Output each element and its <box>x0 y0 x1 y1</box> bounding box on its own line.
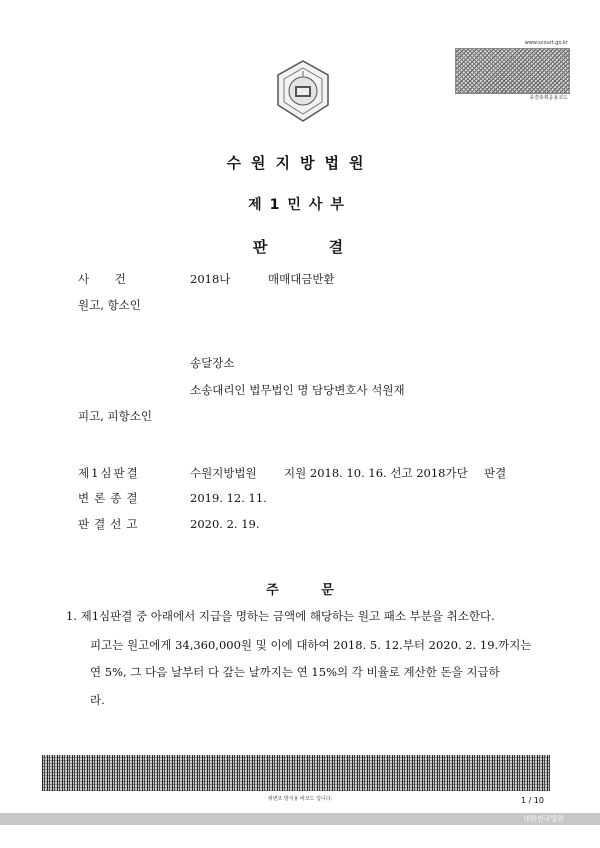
first-instance-court: 수원지방법원 <box>190 466 257 480</box>
order-item-1-line-1: 1. 제1심판결 중 아래에서 지급을 명하는 금액에 해당하는 원고 패소 부분을 취소한다. <box>66 609 495 623</box>
closing-date: 2019. 12. 11. <box>190 491 267 505</box>
defendant-label: 피고, 피항소인 <box>78 409 152 423</box>
footer-source: 대한민국법원 <box>523 815 564 823</box>
page-number: 1 / 10 <box>520 796 544 805</box>
first-instance-label: 제1심판결 <box>78 466 140 480</box>
document-type: 판 결 <box>252 238 348 256</box>
court-emblem-icon <box>268 58 338 128</box>
verdict-date: 2020. 2. 19. <box>190 517 260 531</box>
case-name: 매매대금반환 <box>268 272 335 286</box>
order-item-1-line-2: 피고는 원고에게 34,360,000원 및 이에 대하여 2018. 5. 12.부터 2020. 2. 19.까지는 <box>90 638 532 652</box>
orders-title: 주 문 <box>266 583 334 598</box>
verification-caption: 종결총획응용코드 <box>529 95 568 101</box>
order-item-1-line-4: 라. <box>90 693 105 707</box>
first-instance-tail: 판결 <box>484 466 507 480</box>
verification-url: www.scourt.go.kr <box>524 40 568 46</box>
case-label: 사 건 <box>78 272 126 286</box>
order-item-1-line-3: 연 5%, 그 다음 날부터 다 갚는 날까지는 연 15%의 각 비율로 계산한 돈을 지급하 <box>90 665 500 679</box>
plaintiff-label: 원고, 항소인 <box>78 298 141 312</box>
attorney: 소송대리인 법무법인 명 담당변호사 석원재 <box>190 383 405 397</box>
case-number: 2018나 <box>190 272 231 286</box>
first-instance-detail: 지원 2018. 10. 16. 선고 2018가단 <box>284 466 468 480</box>
service-address-label: 송달장소 <box>190 356 235 370</box>
barcode-caption: 위변조 방지용 바코드 입니다. <box>267 796 333 802</box>
court-name: 수원지방법원 <box>226 154 374 172</box>
footer-bar <box>0 813 600 825</box>
qr-code-icon <box>455 48 570 94</box>
anti-forgery-barcode <box>42 755 550 791</box>
verdict-date-label: 판결선고 <box>78 517 143 531</box>
closing-label: 변론종결 <box>78 491 143 505</box>
verification-code <box>455 40 568 101</box>
division-name: 제1민사부 <box>248 197 352 213</box>
